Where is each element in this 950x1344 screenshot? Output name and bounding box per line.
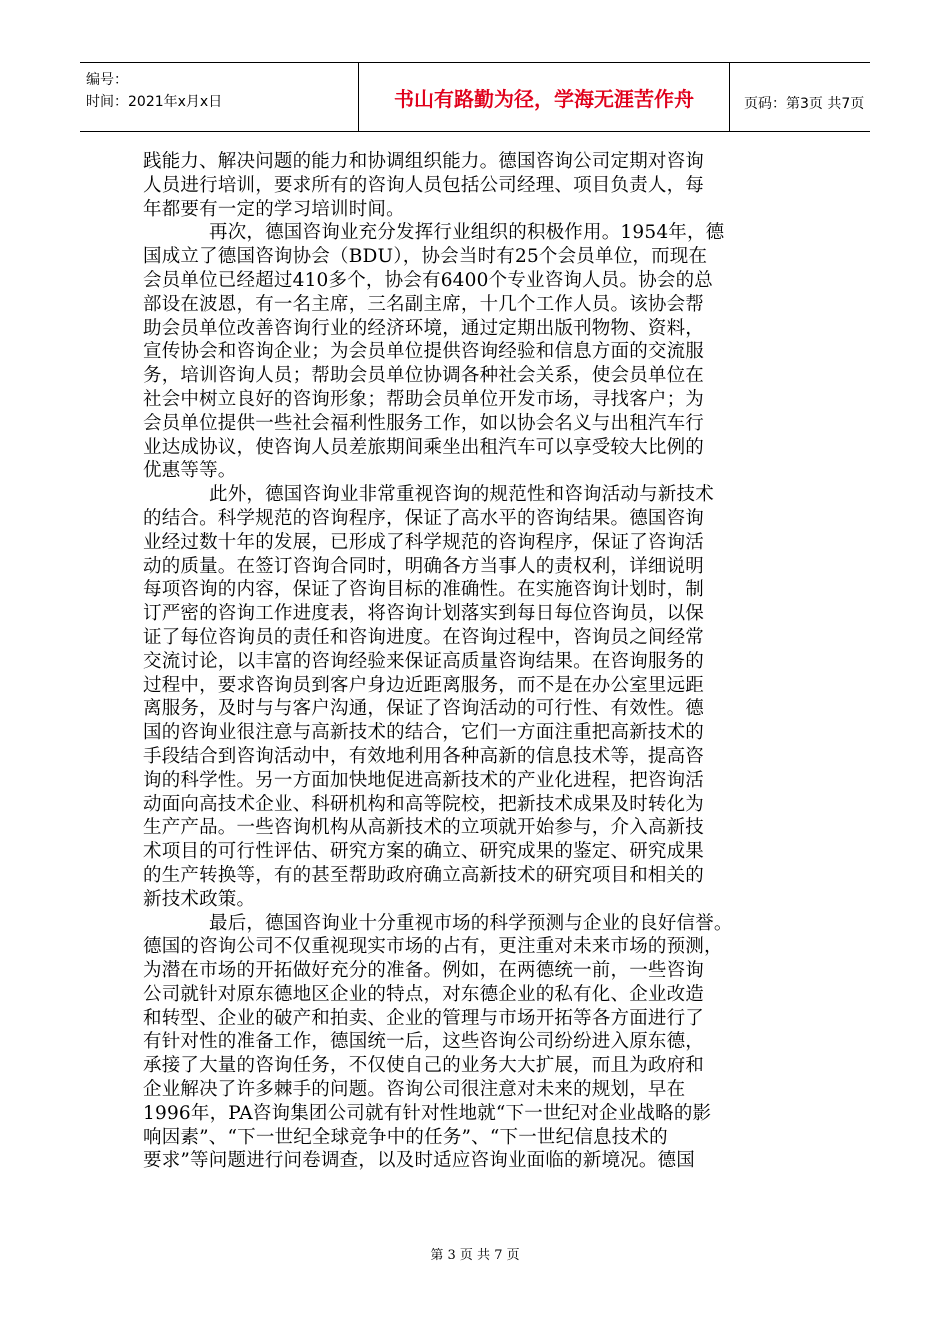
text-line: 承接了大量的咨询任务，不仅使自己的业务大大扩展，而且为政府和 <box>143 1055 705 1077</box>
text-line: 部设在波恩，有一名主席，三名副主席，十几个工作人员。该协会帮 <box>143 293 705 315</box>
text-line: 宣传协会和咨询企业；为会员单位提供咨询经验和信息方面的交流服 <box>143 341 705 363</box>
text-line: 企业解决了许多棘手的问题。咨询公司很注意对未来的规划，早在 <box>143 1079 686 1101</box>
text-line: 为潜在市场的开拓做好充分的准备。例如，在两德统一前，一些咨询 <box>143 960 705 982</box>
text-line: 1996年，PA咨询集团公司就有针对性地就“下一世纪对企业战略的影 <box>143 1102 712 1124</box>
text-line: 践能力、解决问题的能力和协调组织能力。德国咨询公司定期对咨询 <box>143 151 705 172</box>
text-line: 离服务，及时与与客户沟通，保证了咨询活动的可行性、有效性。德 <box>143 698 705 720</box>
paragraph-start-line: 再次，德国咨询业充分发挥行业组织的积极作用。1954年，德 <box>209 222 725 244</box>
page-header <box>80 62 870 132</box>
text-line: 和转型、企业的破产和拍卖、企业的管理与市场开拓等各方面进行了 <box>143 1007 705 1029</box>
text-line: 的生产转换等，有的甚至帮助政府确立高新技术的研究项目和相关的 <box>143 864 705 886</box>
text-line: 国成立了德国咨询协会（BDU），协会当时有25个会员单位，而现在 <box>143 246 708 268</box>
text-line: 公司就针对原东德地区企业的特点，对东德企业的私有化、企业改造 <box>143 983 705 1005</box>
paragraph-start-line: 最后，德国咨询业十分重视市场的科学预测与企业的良好信誉。 <box>209 912 733 934</box>
header-meta <box>86 69 286 113</box>
text-line: 询的科学性。另一方面加快地促进高新技术的产业化进程，把咨询活 <box>143 769 705 791</box>
page-footer: 第 3 页 共 7 页 <box>430 1248 520 1263</box>
text-line: 德国的咨询公司不仅重视现实市场的占有，更注重对未来市场的预测， <box>143 936 723 958</box>
paragraph-start-line: 此外，德国咨询业非常重视咨询的规范性和咨询活动与新技术 <box>209 484 714 506</box>
text-line: 证了每位咨询员的责任和咨询进度。在咨询过程中，咨询员之间经常 <box>143 626 705 648</box>
text-line: 订严密的咨询工作进度表，将咨询计划落实到每日每位咨询员，以保 <box>143 603 705 625</box>
text-line: 交流讨论，以丰富的咨询经验来保证高质量咨询结果。在咨询服务的 <box>143 650 705 672</box>
text-line: 的结合。科学规范的咨询程序，保证了高水平的咨询结果。德国咨询 <box>143 507 705 529</box>
document-time-label: 时间：2021年x月x日 <box>86 94 223 110</box>
text-line: 会员单位提供一些社会福利性服务工作，如以协会名义与出租汽车行 <box>143 412 705 434</box>
document-number-label: 编号： <box>86 72 128 88</box>
text-line: 过程中，要求咨询员到客户身边近距离服务，而不是在办公室里远距 <box>143 674 705 696</box>
text-line: 业经过数十年的发展，已形成了科学规范的咨询程序，保证了咨询活 <box>143 531 705 553</box>
text-line: 优惠等等。 <box>143 460 237 482</box>
text-line: 新技术政策。 <box>143 888 256 910</box>
text-line: 助会员单位改善咨询行业的经济环境，通过定期出版刊物物、资料， <box>143 317 705 339</box>
text-line: 每项咨询的内容，保证了咨询目标的准确性。在实施咨询计划时，制 <box>143 579 705 601</box>
text-line: 动的质量。在签订咨询合同时，明确各方当事人的责权利，详细说明 <box>143 555 705 577</box>
document-body <box>143 150 833 1173</box>
text-line: 社会中树立良好的咨询形象；帮助会员单位开发市场，寻找客户；为 <box>143 388 705 410</box>
text-line: 响因素”、“下一世纪全球竞争中的任务”、“下一世纪信息技术的 <box>143 1126 668 1148</box>
text-line: 生产产品。一些咨询机构从高新技术的立项就开始参与，介入高新技 <box>143 817 705 839</box>
text-line: 业达成协议，使咨询人员差旅期间乘坐出租汽车可以享受较大比例的 <box>143 436 705 458</box>
header-page-info: 页码：第3页 共7页 <box>744 96 865 112</box>
text-line: 会员单位已经超过410多个，协会有6400个专业咨询人员。协会的总 <box>143 269 713 291</box>
text-line: 人员进行培训，要求所有的咨询人员包括公司经理、项目负责人，每 <box>143 174 705 196</box>
text-line: 年都要有一定的学习培训时间。 <box>143 198 405 220</box>
text-line: 务，培训咨询人员；帮助会员单位协调各种社会关系，使会员单位在 <box>143 365 705 387</box>
text-line: 有针对性的准备工作，德国统一后，这些咨询公司纷纷进入原东德， <box>143 1031 705 1053</box>
text-line: 动面向高技术企业、科研机构和高等院校，把新技术成果及时转化为 <box>143 793 705 815</box>
text-line: 术项目的可行性评估、研究方案的确立、研究成果的鉴定、研究成果 <box>143 841 705 863</box>
text-line: 要求”等问题进行问卷调查，以及时适应咨询业面临的新境况。德国 <box>143 1150 695 1172</box>
header-motto: 书山有路勤为径，学海无涯苦作舟 <box>358 63 730 131</box>
text-line: 手段结合到咨询活动中，有效地利用各种高新的信息技术等，提高咨 <box>143 745 705 767</box>
text-line: 国的咨询业很注意与高新技术的结合，它们一方面注重把高新技术的 <box>143 722 705 744</box>
